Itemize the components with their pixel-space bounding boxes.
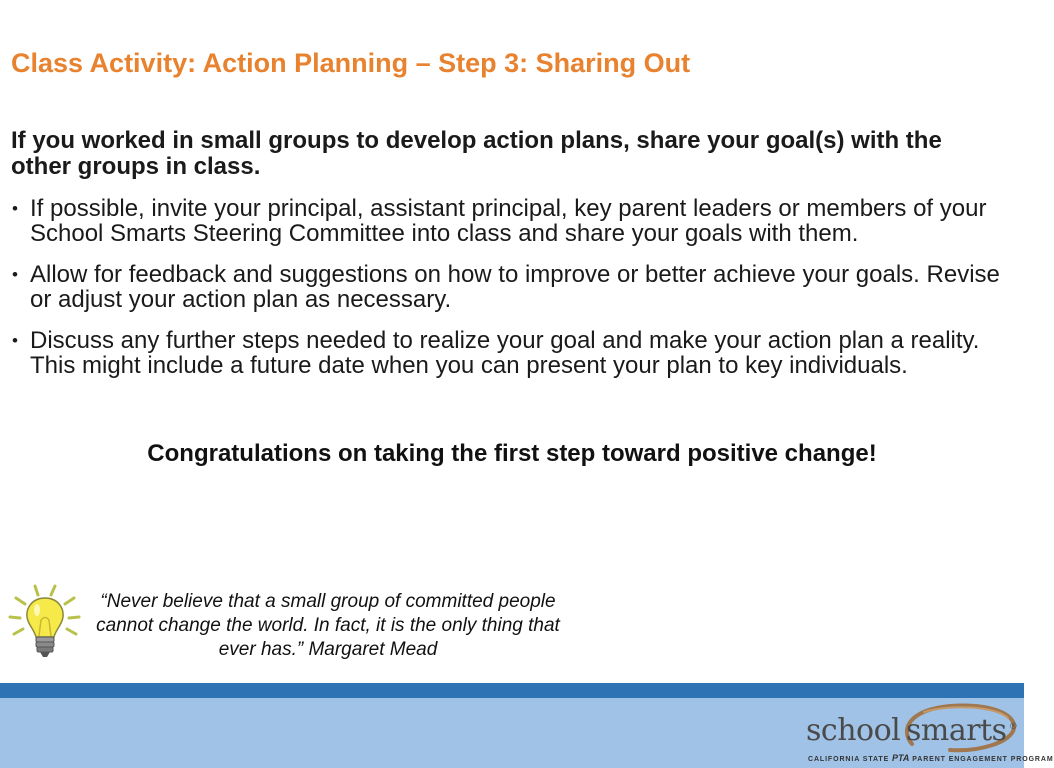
school-smarts-logo	[800, 700, 1054, 768]
intro-text: If you worked in small groups to develop action plans, share your goal(s) with the other groups in class.	[11, 127, 942, 180]
slide-title: Class Activity: Action Planning – Step 3: Sharing Out	[11, 48, 691, 78]
quote-text: “Never believe that a small group of committed people cannot change the world. In fact, it is the only thing that ever has.” Margaret Mead	[96, 591, 560, 660]
bullet-list	[11, 196, 1011, 394]
logo-tagline	[808, 753, 1054, 763]
bullet-item	[11, 262, 1011, 312]
bullet-text: If possible, invite your principal, assistant principal, key parent leaders or members of your School Smarts Steering Committee into class and share your goals with them.	[30, 195, 987, 247]
tagline-pta: PTA	[892, 753, 910, 763]
tagline-right: PARENT ENGAGEMENT PROGRAM	[909, 756, 1054, 763]
bullet-marker: •	[12, 265, 18, 284]
footer-stripe	[0, 683, 1024, 698]
logo-word-smarts: smarts	[906, 713, 1007, 748]
bullet-text: Discuss any further steps needed to realize your goal and make your action plan a reality. This might include a future date when you can present your plan to key individuals.	[30, 327, 980, 379]
bullet-text: Allow for feedback and suggestions on how to improve or better achieve your goals. Revise or adjust your action plan as necessary.	[30, 261, 1000, 313]
bullet-marker: •	[12, 331, 18, 350]
logo-word-school: school	[806, 713, 901, 748]
bullet-item	[11, 196, 1011, 246]
lightbulb-icon	[6, 582, 84, 664]
tagline-left: CALIFORNIA STATE	[808, 756, 892, 763]
bullet-marker: •	[12, 199, 18, 218]
registered-mark: ®	[1010, 721, 1017, 731]
bullet-item	[11, 328, 1011, 378]
congratulations-text: Congratulations on taking the first step toward positive change!	[147, 440, 877, 467]
